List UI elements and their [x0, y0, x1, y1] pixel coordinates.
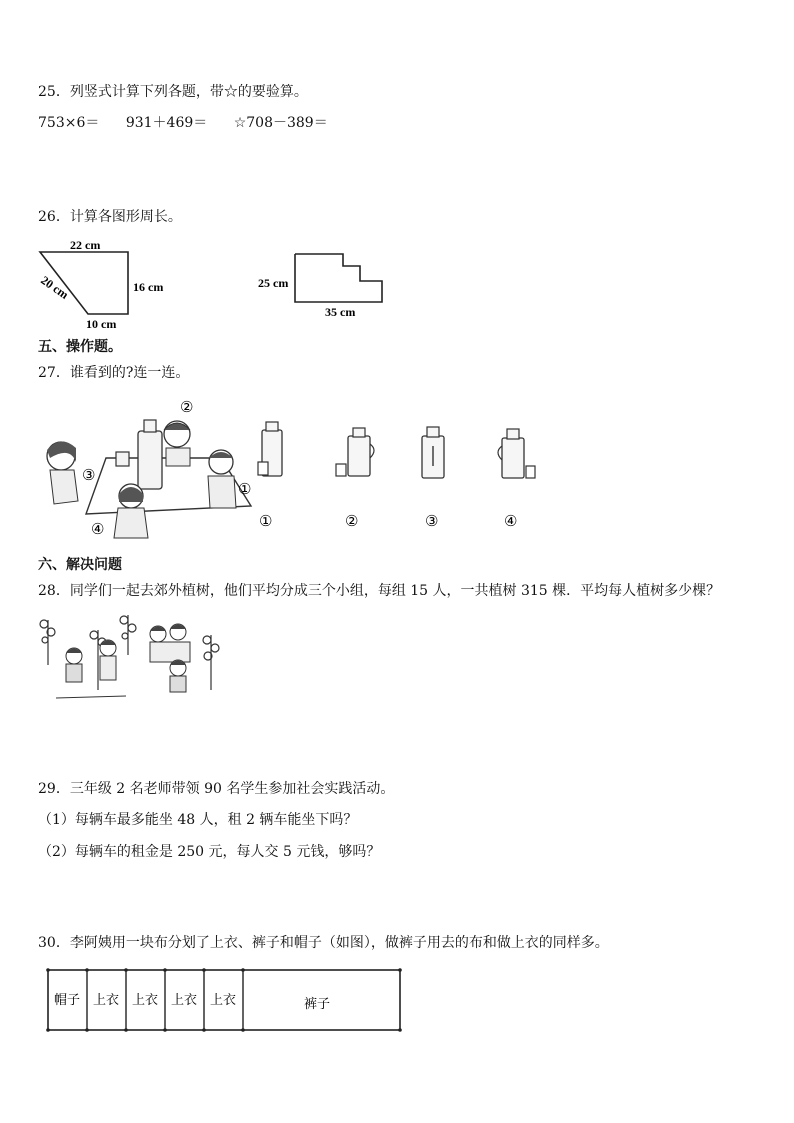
- q25-expressions: [38, 114, 350, 132]
- scene-label-4: ④: [91, 522, 105, 538]
- option-label-3: ③: [425, 514, 439, 530]
- scene-label-1: ①: [238, 482, 252, 498]
- staircase-height-label: 25 cm: [258, 276, 289, 290]
- q25-title: 25．列竖式计算下列各题，带☆的要验算。: [38, 84, 308, 100]
- option-label-1: ①: [259, 514, 273, 530]
- sapling-icon-2: [120, 615, 136, 655]
- cell-pants: 裤子: [304, 997, 331, 1012]
- q27-title: 27．谁看到的?连一连。: [38, 365, 190, 381]
- q27-scene-illustration: [36, 396, 256, 541]
- scene-label-3: ③: [82, 468, 96, 484]
- cell-top-2: 上衣: [132, 993, 159, 1008]
- q29-part-2: （2）每辆车的租金是 250 元，每人交 5 元钱，够吗？: [38, 844, 381, 860]
- q25-expr-3: ☆708－389＝: [233, 115, 328, 131]
- option-3-view: [422, 427, 444, 478]
- trapezoid-bottom-label: 10 cm: [86, 317, 117, 331]
- q29-title: 29．三年级 2 名老师带领 90 名学生参加社会实践活动。: [38, 781, 395, 797]
- children-group-left: [66, 640, 116, 682]
- option-1-view: [258, 422, 282, 476]
- cup-icon: [116, 452, 129, 466]
- children-group-right: [150, 624, 190, 692]
- cell-hat: 帽子: [54, 993, 81, 1008]
- scene-label-2: ②: [180, 400, 194, 416]
- option-2-view: [336, 428, 374, 476]
- staircase-figure: [255, 246, 395, 326]
- q25-expr-2: 931＋469＝: [125, 115, 208, 131]
- trapezoid-top-label: 22 cm: [70, 238, 101, 252]
- staircase-width-label: 35 cm: [325, 305, 356, 319]
- section-5-title: 五、操作题。: [38, 339, 122, 355]
- q26-title: 26．计算各图形周长。: [38, 209, 182, 225]
- q28-title: 28．同学们一起去郊外植树，他们平均分成三个小组，每组 15 人，一共植树 315 棵．平均每人植树多少棵？: [38, 583, 721, 599]
- staircase-shape: [295, 254, 382, 302]
- sapling-icon-1: [40, 620, 55, 665]
- q30-title: 30．李阿姨用一块布分划了上衣、裤子和帽子（如图），做裤子用去的布和做上衣的同样多。: [38, 935, 609, 951]
- option-4-view: [498, 429, 535, 478]
- sapling-icon-3: [203, 635, 219, 690]
- cell-top-4: 上衣: [210, 993, 237, 1008]
- trapezoid-left-label: 20 cm: [38, 272, 72, 302]
- q25-expr-1: 753×6＝: [38, 115, 100, 131]
- cell-top-3: 上衣: [171, 993, 198, 1008]
- tree-planting-illustration: [36, 610, 226, 705]
- q27-options: [245, 416, 545, 541]
- cloth-division-diagram: [44, 966, 406, 1036]
- option-label-2: ②: [345, 514, 359, 530]
- section-6-title: 六、解决问题: [38, 557, 122, 573]
- thermos-icon: [138, 431, 162, 489]
- q29-part-1: （1）每辆车最多能坐 48 人，租 2 辆车能坐下吗？: [38, 812, 358, 828]
- option-label-4: ④: [504, 514, 518, 530]
- trapezoid-right-label: 16 cm: [133, 280, 164, 294]
- trapezoid-figure: [30, 236, 190, 331]
- cell-top-1: 上衣: [93, 993, 120, 1008]
